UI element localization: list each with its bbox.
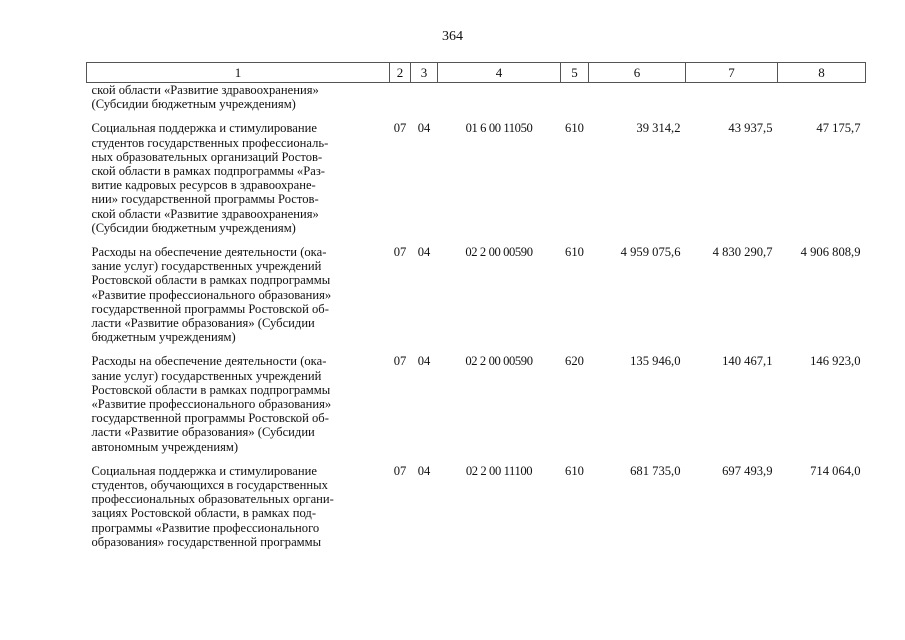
description-line: автономным учреждениям) [91, 439, 239, 454]
description-line: Ростовской области в рамках подпрограммы [91, 273, 331, 288]
amount-year-3: 47 175,7 [816, 121, 861, 136]
target-article-code: 02 2 00 11100 [465, 463, 533, 478]
table-row [87, 464, 866, 559]
description-line: ской области в рамках подпрограммы «Раз- [91, 164, 325, 179]
description-line: программы «Развитие профессионального [91, 520, 320, 535]
description-line: ласти «Развитие образования» (Субсидии [91, 425, 315, 440]
row-description [87, 245, 390, 354]
table-row [87, 354, 866, 463]
amount-year-3: 146 923,0 [810, 354, 861, 369]
section-code [390, 83, 411, 122]
table-body [87, 83, 866, 560]
description-line: ных образовательных организаций Ростов- [91, 149, 323, 164]
amount-year-2 [686, 83, 778, 122]
description-line: государственной программы Ростовской об- [91, 411, 329, 426]
subsection-code: 04 [417, 354, 431, 369]
expense-type-code: 610 [565, 121, 584, 136]
description-line: (Субсидии бюджетным учреждениям) [91, 97, 296, 112]
row-description [87, 464, 390, 559]
description-line: студентов, обучающихся в государственных [91, 478, 328, 493]
table-row [87, 121, 866, 245]
amount-year-2: 4 830 290,7 [712, 245, 773, 260]
amount-year-3: 4 906 808,9 [800, 245, 861, 260]
amount-year-1: 39 314,2 [636, 121, 681, 136]
amount-year-1: 135 946,0 [630, 354, 681, 369]
column-header: 6 [589, 63, 686, 83]
description-line: профессиональных образовательных органи- [91, 492, 334, 507]
row-description [87, 354, 390, 463]
budget-table [86, 62, 866, 559]
table-header-row [87, 63, 866, 83]
description-line: ской области «Развитие здравоохранения» [91, 206, 319, 221]
expense-type-code [561, 83, 589, 122]
row-description [87, 121, 390, 245]
amount-year-3 [778, 83, 866, 122]
description-line: зание услуг) государственных учреждений [91, 259, 322, 274]
amount-year-1 [589, 83, 686, 122]
page-number: 364 [442, 29, 463, 44]
column-header: 2 [390, 63, 411, 83]
row-description [87, 83, 390, 122]
amount-year-1: 4 959 075,6 [620, 245, 681, 260]
section-code: 07 [393, 354, 407, 369]
table-row [87, 245, 866, 354]
subsection-code: 04 [417, 121, 431, 136]
description-line: студентов государственных профессиональ- [91, 135, 329, 150]
description-line: ской области «Развитие здравоохранения» [91, 83, 319, 97]
amount-year-2: 43 937,5 [728, 121, 773, 136]
target-article-code [438, 83, 561, 122]
target-article-code: 02 2 00 00590 [465, 354, 533, 369]
column-header: 7 [686, 63, 778, 83]
amount-year-3: 714 064,0 [810, 463, 861, 478]
description-line: ласти «Развитие образования» (Субсидии [91, 316, 315, 331]
description-line: «Развитие профессионального образования» [91, 287, 332, 302]
amount-year-2: 140 467,1 [722, 354, 773, 369]
description-line: «Развитие профессионального образования» [91, 397, 332, 412]
description-line: государственной программы Ростовской об- [91, 301, 329, 316]
column-header: 1 [87, 63, 390, 83]
description-line: образования» государственной программы [91, 534, 322, 549]
description-line: зание услуг) государственных учреждений [91, 368, 322, 383]
target-article-code: 01 6 00 11050 [465, 121, 533, 136]
description-line: Расходы на обеспечение деятельности (ока- [91, 245, 327, 260]
section-code: 07 [393, 245, 407, 260]
description-line: Социальная поддержка и стимулирование [91, 463, 317, 478]
expense-type-code: 620 [565, 354, 584, 369]
column-header: 4 [438, 63, 561, 83]
description-line: витие кадровых ресурсов в здравоохране- [91, 178, 316, 193]
amount-year-1: 681 735,0 [630, 463, 681, 478]
description-line: Ростовской области в рамках подпрограммы [91, 382, 331, 397]
column-header: 5 [561, 63, 589, 83]
description-line: Социальная поддержка и стимулирование [91, 121, 317, 136]
section-code: 07 [393, 463, 407, 478]
column-header: 3 [411, 63, 438, 83]
table-row [87, 83, 866, 122]
description-line: (Субсидии бюджетным учреждениям) [91, 220, 296, 235]
subsection-code: 04 [417, 463, 431, 478]
expense-type-code: 610 [565, 245, 584, 260]
column-header: 8 [778, 63, 866, 83]
expense-type-code: 610 [565, 463, 584, 478]
amount-year-2: 697 493,9 [722, 463, 773, 478]
description-line: бюджетным учреждениям) [91, 330, 236, 345]
description-line: нии» государственной программы Ростов- [91, 192, 319, 207]
target-article-code: 02 2 00 00590 [465, 245, 533, 260]
subsection-code: 04 [417, 245, 431, 260]
description-line: Расходы на обеспечение деятельности (ока- [91, 354, 327, 369]
subsection-code [411, 83, 438, 122]
section-code: 07 [393, 121, 407, 136]
description-line: зациях Ростовской области, в рамках под- [91, 506, 317, 521]
